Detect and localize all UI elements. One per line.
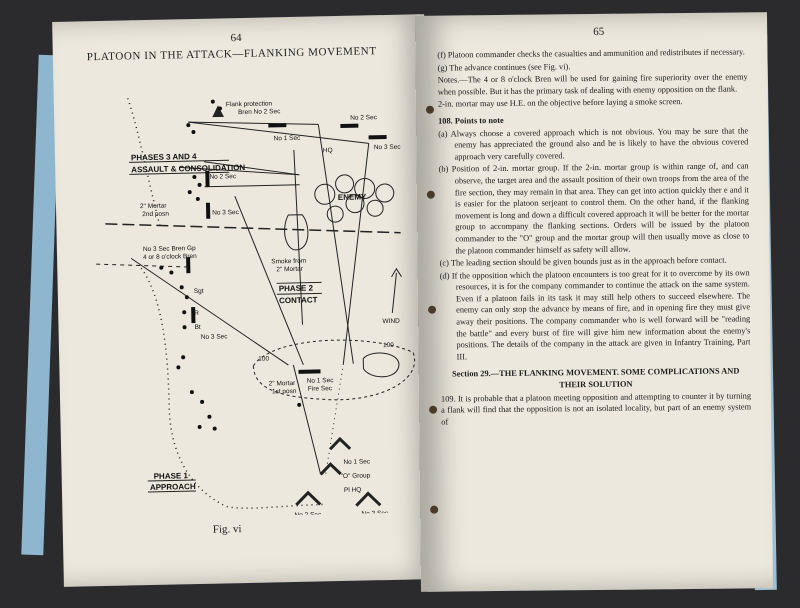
body-text [437, 46, 751, 429]
label-bren-no2: Bren No 2 Sec [237, 108, 281, 117]
paragraph: (f) Platoon commander checks the casualties and ammunition and redistributes if necessary. [437, 47, 745, 60]
section-heading: 108. Points to note [438, 115, 504, 126]
label-flank-protection: Flank protection [225, 100, 273, 109]
label-wind: WIND [382, 317, 400, 326]
page-title: PLATOON IN THE ATTACK—FLANKING MOVEMENT [86, 45, 377, 64]
label-approach: APPROACH [149, 482, 196, 493]
label-no3-sec-low: No 3 Sec [200, 333, 228, 341]
left-page [52, 14, 436, 587]
label-pl-hq: Pl HQ [343, 486, 362, 494]
page-number-right: 65 [593, 25, 605, 38]
label-no2-sec-mid: No 2 Sec [209, 173, 237, 181]
binding-hole [429, 406, 437, 414]
label-bt: Bt [194, 323, 201, 332]
label-no1-sec-top: No 1 Sec [273, 134, 301, 143]
label-o-group: "O" Group [340, 472, 371, 481]
label-enemy: ENEMY [337, 192, 367, 203]
binding-hole [428, 306, 436, 314]
paragraph: 2-in. mortar may use H.E. on the objective before laying a smoke screen. [437, 97, 683, 109]
label-contour-100b: 100 [382, 341, 394, 350]
label-no1-sec-fire-a: No 1 Sec [306, 377, 334, 385]
right-page [415, 12, 773, 592]
label-no3sec-bren-b: 4 or 8 o'clock Bren [143, 252, 197, 262]
paragraph: (b) Position of 2-in. mortar group. If the 2-in. mortar group is within range of, and can observe, the target area and the assault position of their own troops from the area of the fire section, they may remain in that area. They can get into action quickly ther e and it is easier for the platoon serjeant to control them. On the other hand, if the flanking movement is long and down a difficult covered approach it will be better for the mortar group to accompany the flanking sections. Orders will be issued by the platoon commander to the "O" group and the mortar group will then usually move as close to the platoon commander himself as safety will allow. [438, 161, 750, 255]
label-phase-2: PHASE 2 [278, 283, 314, 294]
tactical-diagram [67, 62, 421, 519]
label-no3-sec-bottom: No 3 Sec [361, 510, 389, 518]
paragraph: (d) If the opposition which the platoon encounters is too great for it to overcome by its own resources, it is for the company commander to continue the attack on the same system. Even if a platoon fails in its task it may still help others to succeed elsewhere. The enemy can only stop the advance by means of fire, and in opening fire they must give away their positions. The company commander who is well forward will be "reading the battle" and every burst of fire will give him new information about the enemy's positions. The details of the company in the attack are given in Infantry Training, Part III. [439, 268, 751, 362]
binding-hole [427, 191, 435, 199]
label-contact: CONTACT [278, 295, 318, 306]
label-no3sec-bren-a: No 3 Sec Bren Gp [142, 245, 196, 254]
label-hq-top: HQ [322, 147, 333, 155]
label-mortar-2nd-a: 2" Mortar [139, 202, 167, 211]
label-mortar-1st-b: 1st posn [271, 387, 297, 396]
open-book [40, 10, 780, 595]
label-contour-100a: 100 [258, 355, 270, 363]
binding-hole [426, 106, 434, 114]
label-smoke-b: 2" Mortar [276, 265, 303, 274]
label-sgt: Sgt [193, 287, 204, 296]
label-no1-sec-fire-b: Fire Sec [307, 385, 333, 393]
paragraph: Notes.—The 4 or 8 o'clock Bren will be used for gaining fire superiority over the enemy when possible. But it has the primary task of dealing with enemy opposition on the flank. [437, 72, 748, 97]
binding-hole [430, 506, 438, 514]
page-number-left: 64 [230, 31, 242, 45]
paragraph: 109. It is probable that a platoon meeting opposition and attempting to counter it by turning a flank will find that the opposition is not an isolated locality, but part of an enemy system of [440, 390, 752, 427]
figure-caption: Fig. vi [212, 523, 242, 536]
label-no2-sec-top: No 2 Sec [350, 114, 378, 122]
label-no1-sec-bottom: No 1 Sec [343, 458, 371, 466]
label-smoke-a: Smoke from [271, 257, 307, 266]
label-phase-1: PHASE 1 [153, 471, 188, 481]
label-no3-sec-mid: No 3 Sec [212, 209, 239, 217]
label-mortar-1st-a: 2" Mortar [268, 379, 296, 388]
paragraph: (c) The leading section should be given bounds just as in the approach before contact. [439, 255, 727, 268]
label-no2-sec-bottom: No 2 Sec [294, 511, 322, 519]
label-r: R [194, 309, 200, 318]
label-phases-3-4: PHASES 3 AND 4 [130, 151, 197, 163]
label-assault-consolidation: ASSAULT & CONSOLIDATION [131, 162, 246, 175]
label-mortar-2nd-b: 2nd posn [142, 210, 169, 219]
label-no3-sec-top: No 3 Sec [373, 143, 401, 152]
paragraph: (a) Always choose a covered approach which is not obvious. You may be sure that the enemy has appreciated the ground also and he is likely to have the obvious covered approach very carefully covered. [438, 125, 749, 162]
paragraph: (g) The advance continues (see Fig. vi). [437, 61, 571, 73]
section-title: Section 29.—THE FLANKING MOVEMENT. SOME COMPLICATIONS AND THEIR SOLUTION [452, 366, 740, 390]
